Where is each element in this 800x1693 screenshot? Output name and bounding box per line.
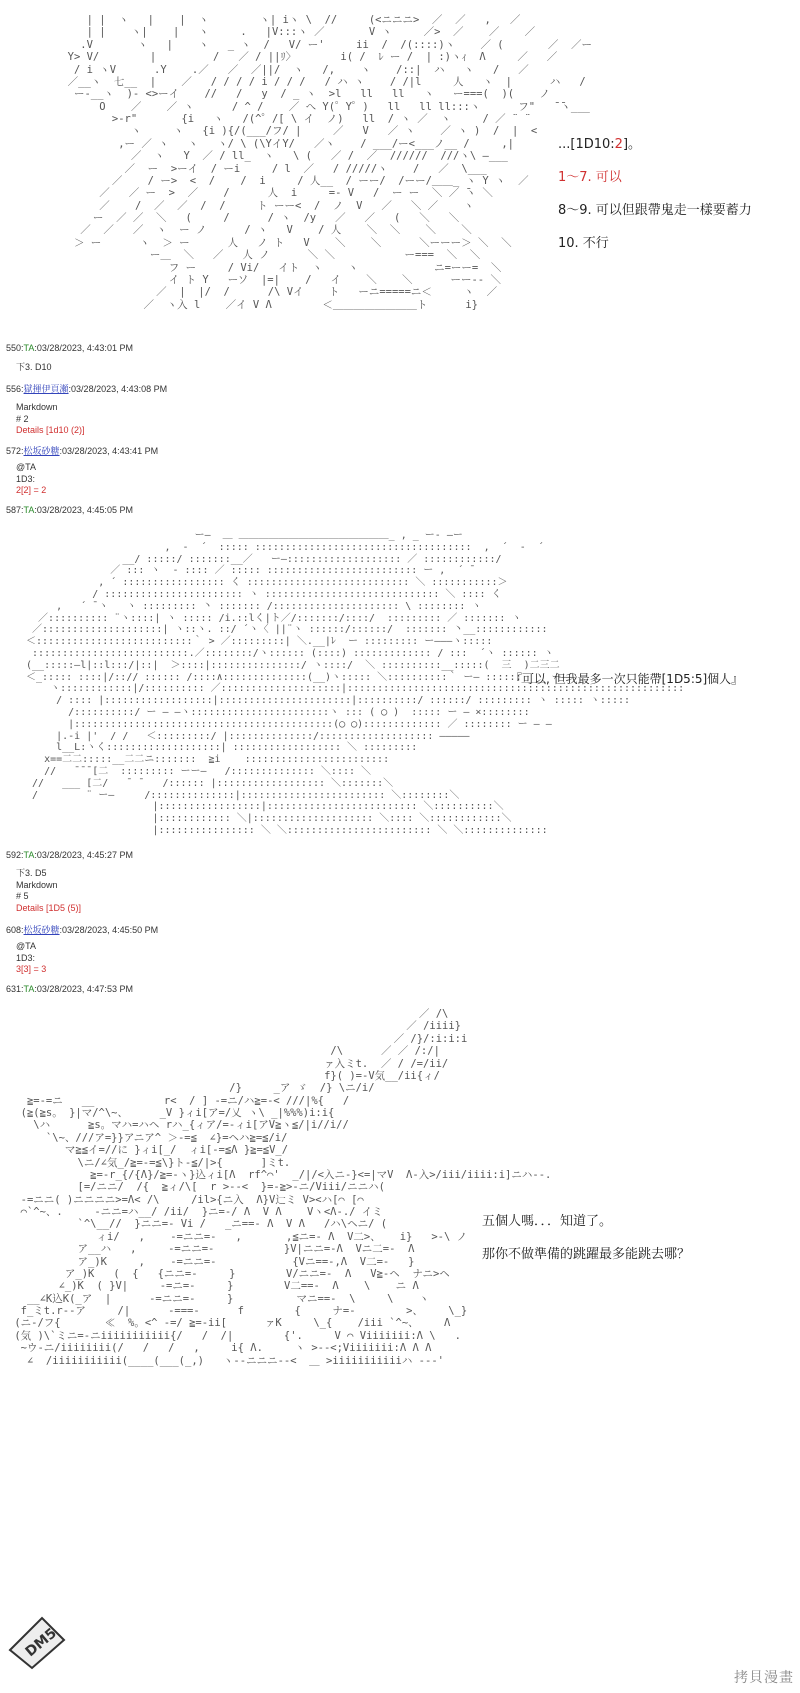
speech-box-2 (510, 670, 743, 701)
narration-line-2: 1～7. 可以 (558, 170, 622, 185)
speech-box-3 (482, 1210, 690, 1276)
user-link[interactable]: 松坂砂糖 (23, 925, 60, 935)
post-body-550: 下3. D10 (16, 362, 52, 372)
panel-3 (0, 1000, 800, 1693)
narration-line-3: 8～9. 可以但跟帶鬼走一樣要蓄力 (558, 203, 752, 218)
narration-box-1 (558, 133, 752, 265)
post-header-550: 550:TA:03/28/2023, 4:43:01 PM (6, 343, 133, 353)
post-body-572: @TA 1D3: 2[2] = 2 (16, 462, 47, 496)
post-header-608: 608:松坂砂糖:03/28/2023, 4:45:50 PM (6, 925, 159, 935)
speech-line: 『可以, 但我最多一次只能帶[1D5:5]個人』 (510, 672, 744, 686)
narration-line-1: ...[1D10:2]。 (558, 137, 642, 152)
post-body-608: @TA 1D3: 3[3] = 3 (16, 941, 47, 975)
user-link[interactable]: 松坂砂糖 (23, 446, 60, 456)
post-body-556: Markdown # 2 Details [1d10 (2)] (16, 402, 85, 436)
panel-2 (0, 520, 800, 840)
ascii-art-figure-2: ー― ＿ ＿＿＿＿＿＿＿＿＿＿＿＿＿＿＿_ , _ ー- ―ー , ‐ ´ ::::: :::::::::::::::::::::::::::::::::::: , ´ ‐ ´ __/ :::::/ :::::::__／ ー―::::::::::::::::::: ／ ::::::::::::/ ／ ::: ヽ ‐ :::: ／ ::::: ::::::::::::::::::::::::: ー , ´ ̄ , ´ ::::::::::::::::: く ::::::::::::::::::::::::::: ＼ :::::::::::＞ / ::::::::::::::::::::::: ヽ ::::::::::::::::::::::::::::: ＼ :::: く , ´ ̄ ヽ ヽ ::::::::: 丶 ::::::: /::::::::::::::::::::: \ :::::::: ヽ ／:::::::::: ¨ヽ::::| ヽ ::::: /i.::lく|ト／/:::::::/::::/ ::::::::: ／ ::::::: ヽ ／::::::::::::::::::::| ヽ::ヽ. ::/ ´ヽ〈 ||¨ヽ ::::::/::::::/ ::::::: 丶__:::::::::::: ＜::::::::::::::::::::::::::｀ > ／:::::::::| ＼.__|ﾚ ー ::::::::: ー―――ヽ::::: ::::::::::::::::::::::::::.／::::::::/ヽ:::::: (::::) ::::::::::::: / ::: ´ヽ :::::: ヽ (__:::::―l|::l:::/|::| ＞::::|:::::::::::::::/ ヽ::::/ ＼ ::::::::::__:::::( 三 )二三二 ＜_::::: ::::|/::// :::::: /::::∧::::::::::::::(__)ヽ::::: ＼::::::::::｀ ー― ::::::____ ー―― ヽ::::::::::::|/:::::::::: ／::::::::::::::::::::|:::::::::::::::::::::::::::::::::::::::::::::::::::::::: / :::: |::::::::::::::::::|::::::::::::::::::::::|::::::::::/ ::::::/ ::::::::: ヽ ::::: ヽ::::: /::::::::::/ ー ― ―ヽ:::::::::::::::::::::::ヽ ::: ( ◯ ) ::::: ー ― ×:::::::: |:::::::::::::::::::::::::::::::::::::::::::(◯ ◯)::::::::::::: ／ :::::::: ー ― ― |.-i |' / / ＜:::::::::/ |::::::::::::::/::::::::::::::::::: ――――― l__L:ヽく:::::::::::::::::::| :::::::::::::::::: ＼ ::::::::: x==二二:::::__二二ニ::::::: ≧i :::::::::::::::::::::::: // ̄ ̄ ̄ [二 ::::::::: ーー― /:::::::::::::: ＼:::: ＼ // ___ [二/ ̄ ̄ /:::::: |:::::::::::::::::: ＼:::::::＼ / ¨ ー― /::::::::::::::|:::::::::::::::::::::::: ＼::::::::＼ |:::::::::::::::::|::::::::::::::::::::::::: ＼::::::::::＼ |:::::::::::: ＼|:::::::::::::::::::: ＼:::: ＼::::::::::::＼ |:::::::::::::::: ＼ ＼:::::::::::::::::::::::: ＼ ＼:::::::::::::: (26, 530, 685, 836)
ascii-art-figure-3: ／ /\ ／ /iiii} ／ /}/:i:i:i /\ ／ ／ /:/| ァ入ミt. ／ / /=/ii/ f}( )=-V気__/ii{ィ/ /} _ア ゞ /} \ニ/i/ ≧=-=ニ __ r< / ] -=ニ/ハ≧=-< ///|%{ / (≧(≧s。 }|マ/^\~、 _V }ィi[ア=/乂 ヽ\ _|%%%)i:i{ \ハ ≧s。マハ=ハヘ rハ_{ィア/=-ィi[アV≧ヽ≦/|i//i// `\~、///ア=}}アニア^ ＞-=≦ ∠}=ヘハ≧=≦/i/ マ≧≦イ=//に }ィi[_/ ィi[-=≦Λ }≧=≦V_/ \ニ/∠気_/≧=-=≦\}ト-≦/|>{ ]ミt. ≧=-r_{/{Λ}/≧=-ヽ}込ィi[Λ rf^⌒' _/|/<入ニ-}<=|マV Λ-入>/iii/iiii:i]ニハ--. [=/ニニ/ /{ ≧ィ/\[ r >--< }=-≧>-ニ/Viii/ニニハ( -=ニニ( )ニニニニ>=Λ< /\ /il>{ニ入 Λ}V辷ミ V><ハ[⌒ [⌒ ⌒`^~、. -ニニ=ハ__/ /ii/ }ニ=-/ Λ V Λ Vヽ<Λ-./ イミ `^\__// }ニニ=- Vi / _ニ==- Λ V Λ /ハ\ヘニ/ ( ィi/ , -=ニニ=- , ,≦ニ=- Λ V二>、 i} >-\ ノ ア__ハ , -=ニニ=- }V|ニニ=-Λ Vニ二=- Λ ア_)K , -=ニニ=- {Vニ==-,Λ V二=- } ア_)K ( { {ニニ=- } V/ニニ=- Λ V≧-ヘ ナニ>ヘ ∠_)K ( }V| -=ニ=- } V二==- Λ \ ニ Λ __∠K込K(_ア | -=ニニ=- } マニ==- \ \ ヽ f_ミt.r--ア /| -===- f { ナ=- >、 \_} (ニ-/フ{ ≪ %。<^ -=/ ≧=-ii[ ァK \_{ /iii `^~、 Λ (気 )\`ミニ=-ニiiiiiiiiiii{/ / /| {'. V ⌒ Viiiiiii:Λ \ . ~ウ-ニ/iiiiiiii(/ / / , i{ Λ. ヽ >--<;Viiiiiii:Λ Λ Λ ∠ /iiiiiiiiiii(____(___(_,) ヽ--ニニニ--< ＿ >iiiiiiiiiiiハ ---' (14, 1008, 552, 1367)
post-header-587: 587:TA:03/28/2023, 4:45:05 PM (6, 505, 133, 515)
user-link[interactable]: 獄揮伊頁瀬 (23, 384, 69, 394)
post-header-556: 556:獄揮伊頁瀬:03/28/2023, 4:43:08 PM (6, 384, 168, 394)
post-header-631: 631:TA:03/28/2023, 4:47:53 PM (6, 984, 133, 994)
ascii-art-figure-1: | | ヽ | | ヽ ヽ| iヽ \ // (<ニニニ> ／ ／ , ／ | | ヽ| | ヽ . |V:::ヽ ／ V ヽ ／> ／ ／ ／ .V ヽ | ヽ _ ヽ / V/ ー' ii / /(::::)ヽ ／ ( ／ ／ー Y> V/ | / ／ / ||ﾘ〉 i( / ﾚ ー / | :)ヽｨ Λ ／ ／ / i ヽV .Y .／ ／ ／||/ ヽ /, ヽ /::| ハ ヽ / ／ ／__ヽ 七__ | ／ / / / / i / / / / ハ ヽ / /|l 人 ヽ | ハ / ー-__ヽ )- <>ーイ // / y / _ ヽ >l ll ll ヽ ー===( )( ノ O ／ ／ ヽ / ^ / ／ へ Y(゜Y゜) ll ll ll:::ヽ フ" ̄ ̄ヽ___ >-r" {i ヽ /(^゜/[ \ イ ノ) ll / ヽ ／ ヽ / ／ ¨ ¨ ヽ ヽ {i ){/(___/フ/ | ／ V ／ ヽ ／ ヽ ) / | < ,ー ／ ヽ ヽ ヽ/ \ (\YイY/ ／ヽ / ___/ー<___ノ__ / ,| ／ ヽ Y ／ / ll_ ヽ \ ( ／ / ／ ////// ///ヽ\ ―___ ／ ー >ーイ / ーi / l ／ / /////ヽ / ／ \___ ／ / ー> < / / i / 人__ / ーー/ /ーー/＿＿_ ヽ Y ヽ ／ ／ ／ ー > ／ / 人 i =- V / ー ー ＼ ／ ̄ヽ ＼ ／ / ／ ／ / / ト ーー< / ノ V ／ ＼ ／ ヽ ー ／ ／ ＼ ( / / ヽ /y ／ ／ ( ＼ ＼ ／ ／ ／ ヽ ー ノ / ヽ V / 人 ＼ ＼ ＼ ＼ ＞ ー ヽ ＞ ー 人 ノ ト V ＼ ＼ ＼ーーー＞ ＼ ＼ ー＿ ＼ ／ 人 ノ ＼ ＼ ー=== ＼ ＼ フ ー / Vi/ イト ヽ ヽ ニ=ーー= ＼ イ ト Y ーソ |=| / イ ＼ ＼ ーー-- ＼ ／ | |/ / /\ Vイ ト ーニ=====ニ＜ ヽ ／ ／ ヽ入 l ／イ V Λ ＜＿＿＿＿＿＿＿＿ト i} (67, 14, 593, 311)
details-link[interactable]: Details [1D5 (5)] (16, 903, 82, 914)
watermark-text: 拷貝漫畫 (734, 1670, 794, 1686)
post-body-592: 下3. D5 Markdown # 5 Details [1D5 (5)] (16, 868, 82, 914)
sticker-logo-icon (2, 1610, 72, 1670)
panel-1 (0, 0, 800, 330)
svg-text:DM5: DM5 (22, 1625, 60, 1661)
post-header-572: 572:松坂砂糖:03/28/2023, 4:43:41 PM (6, 446, 159, 456)
details-link[interactable]: Details [1d10 (2)] (16, 425, 85, 436)
narration-line-4: 10. 不行 (558, 236, 609, 251)
speech-line-1: 五個人嗎．．．知道了。 (482, 1214, 613, 1229)
post-header-592: 592:TA:03/28/2023, 4:45:27 PM (6, 850, 133, 860)
dice-result: 3[3] = 3 (16, 964, 47, 975)
speech-line-2: 那你不做準備的跳躍最多能跳去哪？ (482, 1247, 691, 1262)
dice-result: 2[2] = 2 (16, 485, 47, 496)
